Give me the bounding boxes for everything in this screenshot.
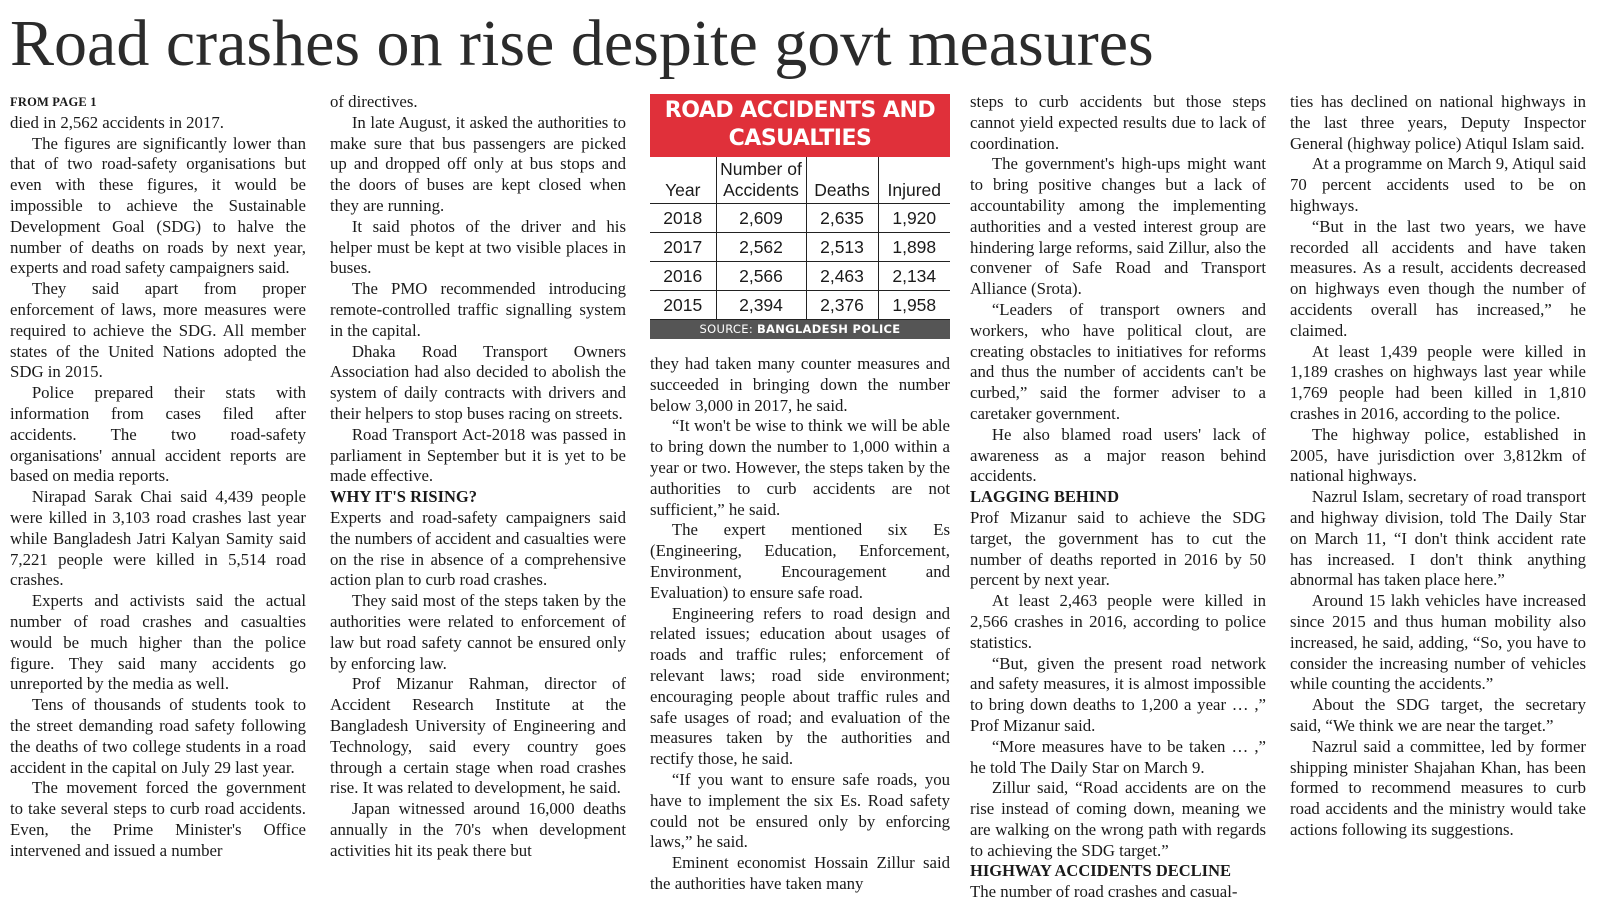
paragraph: they had taken many counter measures and succeeded in bringing down the number below 3,000 in 2017, he said.	[650, 354, 950, 415]
paragraph: Police prepared their stats with information from cases filed after accidents. The two road-safety organisations' annual accident reports are based on media reports.	[10, 383, 306, 486]
table-row	[650, 262, 950, 291]
paragraph: Nirapad Sarak Chai said 4,439 people were killed in 3,103 road crashes last year while Bangladesh Jatri Kalyan Samity said 7,221 people were killed in 5,514 road crashes.	[10, 487, 306, 590]
paragraph: Dhaka Road Transport Owners Association had also decided to abolish the system of daily contracts with drivers and their helpers to stop buses racing on streets.	[330, 341, 626, 423]
paragraph: of directives.	[330, 92, 418, 111]
source-name: BANGLADESH POLICE	[756, 322, 901, 336]
paragraph: “More measures have to be taken … ,” he told The Daily Star on March 9.	[970, 736, 1266, 777]
paragraph: It said photos of the driver and his helper must be kept at two visible places in buses.	[330, 216, 626, 278]
cell-injured: 2,134	[878, 262, 950, 291]
cell-year: 2017	[650, 233, 716, 262]
headline: Road crashes on rise despite govt measures	[10, 7, 1154, 80]
paragraph: About the SDG target, the secretary said, “We think we are near the target.”	[1290, 695, 1586, 735]
paragraph: Around 15 lakh vehicles have increased since 2015 and thus human mobility also increased, he said, adding, “So, you have to consider the increasing number of vehicles while counting the accidents.”	[1290, 591, 1586, 694]
table-row	[650, 291, 950, 320]
paragraph: Eminent economist Hossain Zillur said the authorities have taken many	[650, 853, 950, 893]
paragraph: The movement forced the government to take several steps to curb road accidents. Even, the Prime Minister's Office intervened and issued a number	[10, 778, 306, 860]
paragraph: Zillur said, “Road accidents are on the rise instead of coming down, meaning we are walking on the wrong path with regards to achieving the SDG target.”	[970, 778, 1266, 860]
cell-year: 2018	[650, 204, 716, 233]
paragraph: The figures are significantly lower than that of two road-safety organisations but even with these figures, it would be impossible to achieve the Sustainable Development Goal (SDG) to halve the number of deaths on roads by next year, experts and road safety campaigners said.	[10, 133, 306, 278]
paragraph: The government's high-ups might want to bring positive changes but a lack of accountability among the implementing authorities and a vested interest group are hindering large reforms, said Zillur, also the convener of Safe Road and Transport Alliance (Srota).	[970, 154, 1266, 299]
cell-deaths: 2,463	[806, 262, 878, 291]
paragraph: Prof Mizanur said to achieve the SDG target, the government has to cut the number of deaths reported in 2016 by 50 percent by next year.	[970, 507, 1266, 590]
table-row	[650, 204, 950, 233]
kicker: FROM PAGE 1	[10, 95, 97, 109]
paragraph: Nazrul Islam, secretary of road transport and highway division, told The Daily Star on March 11, “I don't think accident rate has increased. I don't think anything abnormal has taken place here.”	[1290, 487, 1586, 590]
paragraph: Nazrul said a committee, led by former shipping minister Shajahan Khan, has been formed to recommend measures to curb road accidents and the ministry would take actions following its suggestions.	[1290, 736, 1586, 839]
paragraph: They said most of the steps taken by the authorities were related to enforcement of law but road safety cannot be ensured only by enforcing law.	[330, 591, 626, 673]
paragraph: “But in the last two years, we have recorded all accidents and have taken measures. As a result, accidents decreased on highways even though the number of accidents overall has increased,” he claimed.	[1290, 216, 1586, 340]
cell-accidents: 2,562	[716, 233, 806, 262]
table-header-row	[650, 157, 950, 204]
cell-accidents: 2,394	[716, 291, 806, 320]
cell-accidents: 2,609	[716, 204, 806, 233]
cell-accidents: 2,566	[716, 262, 806, 291]
paragraph: Road Transport Act-2018 was passed in parliament in September but it is yet to be made effective.	[330, 424, 626, 486]
paragraph: Experts and activists said the actual number of road crashes and casualties would be much higher than the police figure. They said many accidents go unreported by the media as well.	[10, 591, 306, 694]
header-accidents: Number of Accidents	[716, 157, 806, 204]
article-column-5	[1290, 92, 1586, 841]
accidents-table	[650, 157, 950, 320]
article-column-2	[330, 92, 626, 861]
paragraph: At least 2,463 people were killed in 2,566 crashes in 2016, according to police statistics.	[970, 591, 1266, 652]
paragraph: The highway police, established in 2005, have jurisdiction over 3,812km of national highways.	[1290, 424, 1586, 486]
paragraph: Tens of thousands of students took to the street demanding road safety following the deaths of two college students in a road accident in the capital on July 29 last year.	[10, 695, 306, 777]
paragraph: “It won't be wise to think we will be able to bring down the number to 1,000 within a year or two. However, the steps taken by the authorities to curb accidents are not sufficient,” he said.	[650, 416, 950, 519]
paragraph: The PMO recommended introducing remote-controlled traffic signalling system in the capital.	[330, 279, 626, 340]
header-injured: Injured	[878, 157, 950, 204]
article-column-3	[650, 354, 950, 895]
paragraph: ties has declined on national highways in the last three years, Deputy Inspector General (highway police) Atiqul Islam said.	[1290, 92, 1586, 153]
paragraph: died in 2,562 accidents in 2017.	[10, 112, 224, 132]
cell-deaths: 2,376	[806, 291, 878, 320]
paragraph: Experts and road-safety campaigners said the numbers of accident and casualties were on the rise in absence of a comprehensive action plan to curb road crashes.	[330, 507, 626, 590]
source-label: SOURCE:	[699, 322, 753, 336]
source-credit	[650, 320, 950, 339]
header-year: Year	[650, 157, 716, 204]
cell-injured: 1,898	[878, 233, 950, 262]
cell-year: 2016	[650, 262, 716, 291]
paragraph: Prof Mizanur Rahman, director of Accident Research Institute at the Bangladesh University of Engineering and Technology, said every country goes through a certain stage when road crashes rise. It was related to development, he said.	[330, 674, 626, 798]
cell-year: 2015	[650, 291, 716, 320]
subheading: LAGGING BEHIND	[970, 487, 1119, 507]
paragraph: The number of road crashes and casual-	[970, 882, 1238, 902]
article-column-4	[970, 92, 1266, 903]
infobox-title: ROAD ACCIDENTS AND CASUALTIES	[650, 94, 950, 157]
cell-deaths: 2,513	[806, 233, 878, 262]
paragraph: Engineering refers to road design and related issues; education about usages of roads and traffic rules; enforcement of relevant laws; road side environment; encouraging people about traffic rules and safe usages of road; and evaluation of the measures taken by the authorities and rectify those, he said.	[650, 603, 950, 769]
paragraph: “But, given the present road network and safety measures, it is almost impossible to bring down deaths to 1,200 a year … ,” Prof Mizanur said.	[970, 653, 1266, 735]
subheading: WHY IT'S RISING?	[330, 487, 478, 507]
header-deaths: Deaths	[806, 157, 878, 204]
paragraph: “If you want to ensure safe roads, you have to implement the six Es. Road safety could not be ensured only by enforcing laws,” he said.	[650, 769, 950, 852]
paragraph: He also blamed road users' lack of awareness as a major reason behind accidents.	[970, 424, 1266, 486]
cell-injured: 1,958	[878, 291, 950, 320]
paragraph: In late August, it asked the authorities to make sure that bus passengers are picked up and dropped off only at bus stops and the doors of buses are kept closed when they are running.	[330, 112, 626, 215]
article-column-1	[10, 92, 306, 861]
table-row	[650, 233, 950, 262]
paragraph: Japan witnessed around 16,000 deaths annually in the 70's when development activities hit its peak there but	[330, 799, 626, 860]
subheading: HIGHWAY ACCIDENTS DECLINE	[970, 861, 1232, 881]
cell-injured: 1,920	[878, 204, 950, 233]
accidents-infobox	[650, 94, 950, 339]
paragraph: At a programme on March 9, Atiqul said 70 percent accidents used to be on highways.	[1290, 154, 1586, 215]
paragraph: “Leaders of transport owners and workers, who have political clout, are creating obstacles to initiatives for reforms and thus the number of accidents can't be curbed,” said the former adviser to a caretaker government.	[970, 299, 1266, 423]
paragraph: They said apart from proper enforcement of laws, more measures were required to achieve the SDG. All member states of the United Nations adopted the SDG in 2015.	[10, 279, 306, 382]
paragraph: At least 1,439 people were killed in 1,189 crashes on highways last year while 1,769 people had been killed in 1,810 crashes in 2016, according to the police.	[1290, 341, 1586, 423]
paragraph: The expert mentioned six Es (Engineering, Education, Enforcement, Environment, Encouragement and Evaluation) to ensure safe road.	[650, 520, 950, 602]
cell-deaths: 2,635	[806, 204, 878, 233]
paragraph: steps to curb accidents but those steps cannot yield expected results due to lack of coordination.	[970, 92, 1266, 153]
